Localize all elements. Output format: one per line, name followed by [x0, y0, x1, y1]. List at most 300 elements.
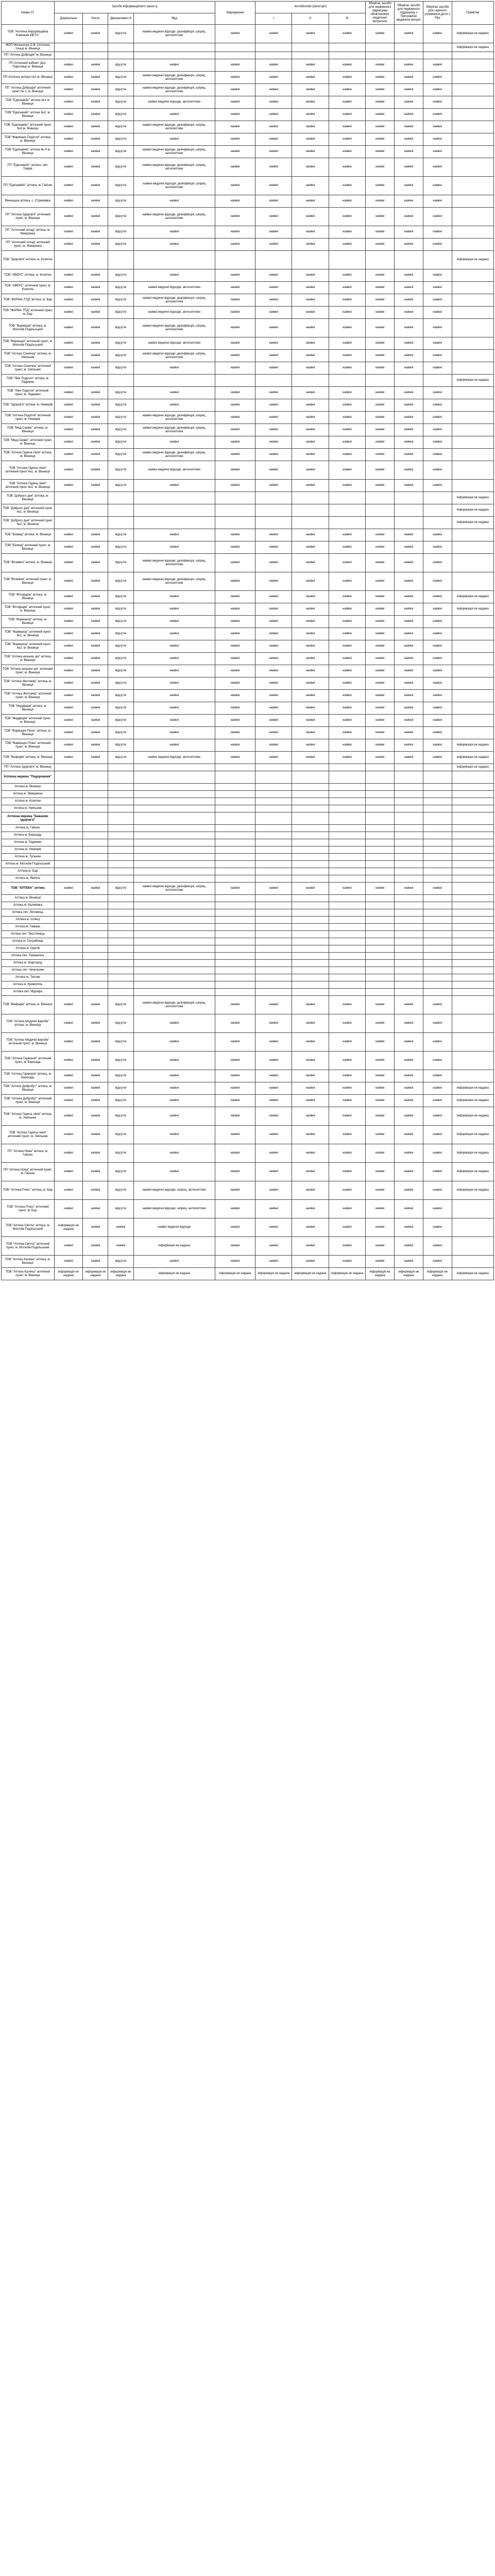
table-row — [2, 1014, 494, 1033]
cell-value: наявні — [215, 294, 255, 307]
cell-value: наявні — [394, 554, 423, 572]
cell-name: ТОВ "Фармакор" аптека, м. Вінниця — [2, 616, 55, 628]
cell-note — [452, 945, 494, 953]
cell-note — [452, 195, 494, 208]
cell-value: наявні — [255, 1082, 292, 1095]
cell-value: інформація не надана — [133, 1268, 215, 1280]
cell-value: інформація не надана — [133, 1237, 215, 1256]
cell-value: наявні — [54, 752, 83, 764]
cell-value: відсутні — [108, 72, 133, 84]
cell-value: наявні — [292, 133, 329, 146]
cell-value: наявні — [133, 677, 215, 690]
cell-value: наявні — [83, 226, 108, 239]
cell-value — [83, 974, 108, 981]
cell-value: відсутні — [108, 362, 133, 375]
cell-value: наявні — [215, 1107, 255, 1126]
cell-value: наявні — [133, 1052, 215, 1070]
cell-note — [452, 868, 494, 875]
table-row — [2, 996, 494, 1014]
cell-value: інформація не надана — [215, 1268, 255, 1280]
cell-value — [423, 375, 452, 387]
cell-value — [255, 861, 292, 868]
cell-value: наявні — [329, 226, 365, 239]
cell-value: наявні — [423, 715, 452, 727]
cell-value: наявні — [366, 554, 395, 572]
cell-value — [215, 771, 255, 784]
cell-value — [329, 812, 365, 825]
cell-note — [452, 449, 494, 461]
cell-value — [423, 771, 452, 784]
cell-value: наявні — [292, 282, 329, 294]
cell-value: наявні — [133, 715, 215, 727]
cell-value: наявні — [255, 239, 292, 251]
table-row — [2, 208, 494, 226]
table-row — [2, 282, 494, 294]
cell-value: наявні — [366, 282, 395, 294]
cell-value: наявні — [394, 665, 423, 677]
cell-value: наявні — [394, 294, 423, 307]
cell-value: наявні — [423, 319, 452, 337]
table-row — [2, 251, 494, 269]
cell-value: наявні — [366, 337, 395, 350]
cell-note — [452, 839, 494, 846]
cell-value: інформація не надана — [329, 1268, 365, 1280]
table-row — [2, 307, 494, 319]
cell-note — [452, 208, 494, 226]
table-row — [2, 924, 494, 931]
cell-value — [394, 924, 423, 931]
cell-value: наявні — [54, 96, 83, 109]
cell-value: наявні — [255, 362, 292, 375]
cell-value: наявні — [54, 449, 83, 461]
cell-value — [133, 251, 215, 269]
cell-name: Аптека м. Жмеринка — [2, 791, 55, 798]
cell-note — [452, 967, 494, 974]
cell-value: наявні — [83, 72, 108, 84]
cell-value: наявні — [423, 72, 452, 84]
cell-value — [215, 825, 255, 832]
cell-value: наявні — [366, 1082, 395, 1095]
cell-value — [394, 909, 423, 917]
cell-value: наявні — [329, 640, 365, 653]
cell-value — [255, 798, 292, 805]
cell-value: наявні — [423, 541, 452, 554]
cell-value — [423, 839, 452, 846]
cell-value: наявні — [329, 269, 365, 282]
cell-value: наявні — [394, 226, 423, 239]
cell-value: наявні — [394, 84, 423, 96]
cell-value: наявні — [366, 121, 395, 133]
table-row — [2, 1256, 494, 1268]
cell-value: наявні — [423, 208, 452, 226]
cell-value: наявні — [215, 1163, 255, 1181]
cell-value: наявні медичні відходи, дезінфекція, шприц, антисептики — [133, 449, 215, 461]
cell-note — [452, 875, 494, 883]
cell-value: наявні — [394, 1237, 423, 1256]
cell-value: наявні — [54, 282, 83, 294]
cell-value: наявні — [54, 461, 83, 480]
cell-note — [452, 1033, 494, 1052]
cell-value: відсутні — [108, 121, 133, 133]
cell-value — [366, 52, 395, 59]
cell-value — [394, 812, 423, 825]
cell-value — [54, 764, 83, 771]
cell-value — [329, 938, 365, 945]
cell-value: наявні — [133, 591, 215, 603]
cell-value: наявні — [394, 752, 423, 764]
cell-note — [452, 909, 494, 917]
cell-value — [83, 875, 108, 883]
table-row — [2, 832, 494, 839]
cell-value — [255, 805, 292, 812]
cell-note: Інформація не надана — [452, 1126, 494, 1144]
cell-name: Аптека м. Могилів-Подільський — [2, 861, 55, 868]
cell-name: ПП Аптечна аптека №1 м. Вінниця — [2, 72, 55, 84]
cell-value: наявні — [255, 1014, 292, 1033]
cell-value: наявні — [255, 59, 292, 72]
cell-value — [215, 805, 255, 812]
cell-value — [54, 924, 83, 931]
cell-value: наявні — [292, 387, 329, 399]
cell-value: наявні — [292, 1014, 329, 1033]
cell-name: ТОВ "Аптека Гаряча лінія" аптека, м. Вінниця — [2, 449, 55, 461]
cell-note: Інформація не надана — [452, 1268, 494, 1280]
cell-value: наявні — [54, 640, 83, 653]
cell-value — [292, 917, 329, 924]
cell-value: наявні — [54, 133, 83, 146]
cell-value: наявні — [394, 1218, 423, 1237]
table-row — [2, 1033, 494, 1052]
cell-value: наявні — [366, 702, 395, 715]
cell-value — [255, 875, 292, 883]
cell-value: наявні — [329, 1082, 365, 1095]
cell-value: наявні — [423, 350, 452, 362]
cell-value: наявні — [215, 739, 255, 752]
cell-value — [366, 504, 395, 517]
cell-value — [215, 981, 255, 989]
table-row — [2, 653, 494, 665]
cell-value — [329, 953, 365, 960]
cell-value — [329, 960, 365, 967]
cell-value — [329, 917, 365, 924]
cell-name: ПП "Аптечний склад" аптека, м. Жмеринка — [2, 226, 55, 239]
cell-value — [133, 832, 215, 839]
cell-value — [108, 967, 133, 974]
cell-value: наявні — [83, 158, 108, 177]
cell-value: наявні — [54, 84, 83, 96]
cell-value: наявні — [215, 239, 255, 251]
cell-value — [133, 902, 215, 909]
cell-value — [108, 902, 133, 909]
cell-value — [133, 909, 215, 917]
cell-value — [54, 974, 83, 981]
cell-value — [394, 784, 423, 791]
header-name: Назва СГ — [2, 2, 55, 25]
cell-value: наявні — [423, 158, 452, 177]
cell-value — [394, 517, 423, 529]
cell-note — [452, 133, 494, 146]
cell-value — [133, 861, 215, 868]
cell-value: наявні — [255, 603, 292, 616]
cell-value: наявні — [394, 1126, 423, 1144]
table-row — [2, 504, 494, 517]
cell-value: наявні — [292, 1082, 329, 1095]
cell-value — [108, 791, 133, 798]
cell-value — [255, 938, 292, 945]
table-row — [2, 1126, 494, 1144]
cell-value: наявні — [54, 269, 83, 282]
cell-value: наявні — [423, 628, 452, 640]
cell-value — [255, 909, 292, 917]
cell-value: наявні — [292, 121, 329, 133]
table-row — [2, 909, 494, 917]
cell-value: наявні — [215, 59, 255, 72]
cell-name: Аптека м. Погребище — [2, 938, 55, 945]
cell-note: Інформація не надана — [452, 504, 494, 517]
table-row — [2, 269, 494, 282]
cell-value: наявні — [394, 1200, 423, 1218]
cell-value — [108, 945, 133, 953]
cell-value: наявні — [423, 59, 452, 72]
cell-value — [423, 981, 452, 989]
cell-note — [452, 96, 494, 109]
cell-value: наявні — [255, 1095, 292, 1107]
cell-value: наявні — [394, 1082, 423, 1095]
cell-value — [292, 953, 329, 960]
cell-value — [215, 902, 255, 909]
cell-value — [133, 989, 215, 996]
cell-value — [394, 791, 423, 798]
table-row — [2, 449, 494, 461]
cell-value: наявні — [329, 158, 365, 177]
cell-value — [83, 931, 108, 938]
cell-value: наявні — [292, 554, 329, 572]
cell-value — [292, 902, 329, 909]
cell-value — [329, 945, 365, 953]
cell-value: наявні — [255, 1070, 292, 1082]
cell-value: наявні — [292, 96, 329, 109]
cell-value: наявні — [329, 387, 365, 399]
cell-value — [292, 931, 329, 938]
cell-value: наявні — [54, 1052, 83, 1070]
table-row — [2, 121, 494, 133]
cell-value: відсутні — [108, 1107, 133, 1126]
cell-value — [255, 854, 292, 861]
cell-note — [452, 146, 494, 158]
cell-value: наявні — [133, 436, 215, 449]
cell-value: наявні — [366, 226, 395, 239]
table-row — [2, 59, 494, 72]
cell-value — [255, 989, 292, 996]
cell-value: наявні — [292, 350, 329, 362]
cell-value: наявні — [394, 996, 423, 1014]
cell-name: ТОВ "Медфарм" аптека, м. Вінниця — [2, 702, 55, 715]
cell-value: наявні — [423, 282, 452, 294]
cell-value — [329, 854, 365, 861]
cell-value — [423, 791, 452, 798]
cell-value: наявні — [394, 1033, 423, 1052]
cell-value: наявні — [423, 146, 452, 158]
cell-value: наявні — [133, 1095, 215, 1107]
cell-value: наявні — [366, 294, 395, 307]
cell-note — [452, 294, 494, 307]
cell-value: наявні — [394, 239, 423, 251]
cell-value: наявні — [423, 362, 452, 375]
cell-name: Аптека м. Ладижин — [2, 839, 55, 846]
cell-value: наявні — [292, 362, 329, 375]
cell-value: наявні — [394, 1256, 423, 1268]
cell-value: відсутні — [108, 653, 133, 665]
cell-value: наявні — [133, 239, 215, 251]
cell-value: наявні — [292, 1200, 329, 1218]
cell-value: наявні — [423, 461, 452, 480]
cell-value — [108, 43, 133, 52]
cell-value — [215, 861, 255, 868]
header-type-3: Декоративно й — [108, 13, 133, 25]
cell-value: наявні медичні відходи, антисептики — [133, 337, 215, 350]
cell-value: відсутні — [108, 690, 133, 702]
cell-note — [452, 362, 494, 375]
cell-value — [255, 492, 292, 504]
cell-value: наявні — [215, 1237, 255, 1256]
cell-name: Аптека м. Козятин — [2, 798, 55, 805]
table-row — [2, 846, 494, 854]
cell-value: наявні — [394, 133, 423, 146]
cell-name: Аптека м. Іллінці — [2, 917, 55, 924]
cell-value: наявні — [255, 1181, 292, 1200]
table-row — [2, 727, 494, 739]
cell-value — [133, 938, 215, 945]
cell-value: наявні — [366, 59, 395, 72]
cell-value — [215, 764, 255, 771]
cell-value: наявні — [255, 461, 292, 480]
cell-value — [108, 938, 133, 945]
cell-value — [108, 917, 133, 924]
cell-name: ТОВ "Аптека-Плюс" аптека, м. Бар — [2, 1181, 55, 1200]
table-row — [2, 616, 494, 628]
cell-value: наявні — [394, 424, 423, 436]
cell-value — [255, 981, 292, 989]
cell-name: ТОВ "Фармація" аптечний пункт, м. Могилів-Подільський — [2, 337, 55, 350]
cell-value: наявні — [54, 208, 83, 226]
cell-name: ТОВ "Аптека Сонячна" аптека, м. Хмільник — [2, 350, 55, 362]
cell-name: Аптека м. Калинівка — [2, 902, 55, 909]
cell-value: наявні медичні відходи, дезінфекція, шприц, антисептики — [133, 996, 215, 1014]
cell-value: наявні — [394, 25, 423, 43]
cell-name: ТОВ "Біомед" аптека, м. Вінниця — [2, 529, 55, 541]
cell-value: відсутні — [108, 1181, 133, 1200]
cell-name: Аптека м. Бар — [2, 868, 55, 875]
cell-name: ТОВ "Ліки Поділля" аптечний пункт, м. Ладижин — [2, 387, 55, 399]
cell-value — [366, 902, 395, 909]
cell-value: наявні — [255, 591, 292, 603]
cell-value — [329, 846, 365, 854]
table-row — [2, 362, 494, 375]
cell-value — [215, 375, 255, 387]
cell-value — [394, 839, 423, 846]
table-row — [2, 752, 494, 764]
cell-note — [452, 846, 494, 854]
cell-value: наявні — [255, 1218, 292, 1237]
cell-value: наявні — [329, 424, 365, 436]
cell-value — [255, 846, 292, 854]
cell-value — [423, 909, 452, 917]
cell-value: наявні медичні відходи, дезінфекція, шприц, антисептики — [133, 554, 215, 572]
table-row — [2, 805, 494, 812]
cell-name: Аптека м. Теплик — [2, 974, 55, 981]
cell-value — [255, 43, 292, 52]
cell-value — [423, 902, 452, 909]
cell-value: наявні — [423, 1095, 452, 1107]
cell-value: наявні — [215, 72, 255, 84]
cell-value: наявні медичні відходи, антисептики — [133, 752, 215, 764]
header-sub-3: ІІІ — [329, 13, 365, 25]
cell-value: наявні — [255, 1144, 292, 1163]
cell-value: наявні — [83, 25, 108, 43]
cell-value: наявні — [215, 480, 255, 492]
cell-value — [292, 989, 329, 996]
cell-value: наявні — [83, 1144, 108, 1163]
cell-value: наявні — [83, 572, 108, 591]
cell-name: ТОВ "Фармація Поділля" аптека, м. Вінниця — [2, 133, 55, 146]
cell-note — [452, 883, 494, 895]
cell-value: наявні — [83, 177, 108, 195]
cell-value: наявні — [292, 653, 329, 665]
table-row — [2, 350, 494, 362]
cell-value: наявні — [329, 461, 365, 480]
cell-value — [215, 945, 255, 953]
cell-value: наявні — [292, 109, 329, 121]
cell-value — [423, 938, 452, 945]
cell-value: наявні — [215, 195, 255, 208]
cell-value: наявні — [329, 480, 365, 492]
header-sub-group: Антибіотики (категорії) — [255, 2, 366, 13]
cell-value: наявні — [366, 436, 395, 449]
cell-value — [255, 832, 292, 839]
cell-value: відсутні — [108, 1033, 133, 1052]
cell-note — [452, 350, 494, 362]
cell-value: наявні — [255, 690, 292, 702]
cell-value: наявні — [255, 399, 292, 412]
cell-value: наявні — [329, 399, 365, 412]
cell-value — [215, 846, 255, 854]
cell-value — [394, 917, 423, 924]
cell-name: ТОВ "Фармація-Плюс" аптечний пункт, м. Вінниця — [2, 739, 55, 752]
cell-value: наявні — [255, 1200, 292, 1218]
cell-value — [292, 974, 329, 981]
cell-value: наявні — [133, 727, 215, 739]
cell-value — [54, 517, 83, 529]
table-body — [2, 25, 494, 1280]
cell-value: наявні — [366, 752, 395, 764]
cell-note — [452, 226, 494, 239]
cell-value: наявні медичні відходи, антисептики — [133, 282, 215, 294]
cell-value: відсутні — [108, 727, 133, 739]
cell-note — [452, 784, 494, 791]
cell-value: наявні — [54, 665, 83, 677]
cell-value: відсутні — [108, 1052, 133, 1070]
cell-value: відсутні — [108, 294, 133, 307]
cell-value: наявні — [215, 653, 255, 665]
cell-value: наявні — [329, 1218, 365, 1237]
cell-name: ТОВ "Едельвейс" аптечний пункт №3 м. Вінниця — [2, 121, 55, 133]
cell-value — [54, 825, 83, 832]
table-row — [2, 492, 494, 504]
cell-value — [423, 875, 452, 883]
cell-name: ТОВ "Аптека Медичні вироби" аптека, м. Вінниця — [2, 1014, 55, 1033]
cell-value — [329, 52, 365, 59]
cell-value: наявні — [292, 616, 329, 628]
